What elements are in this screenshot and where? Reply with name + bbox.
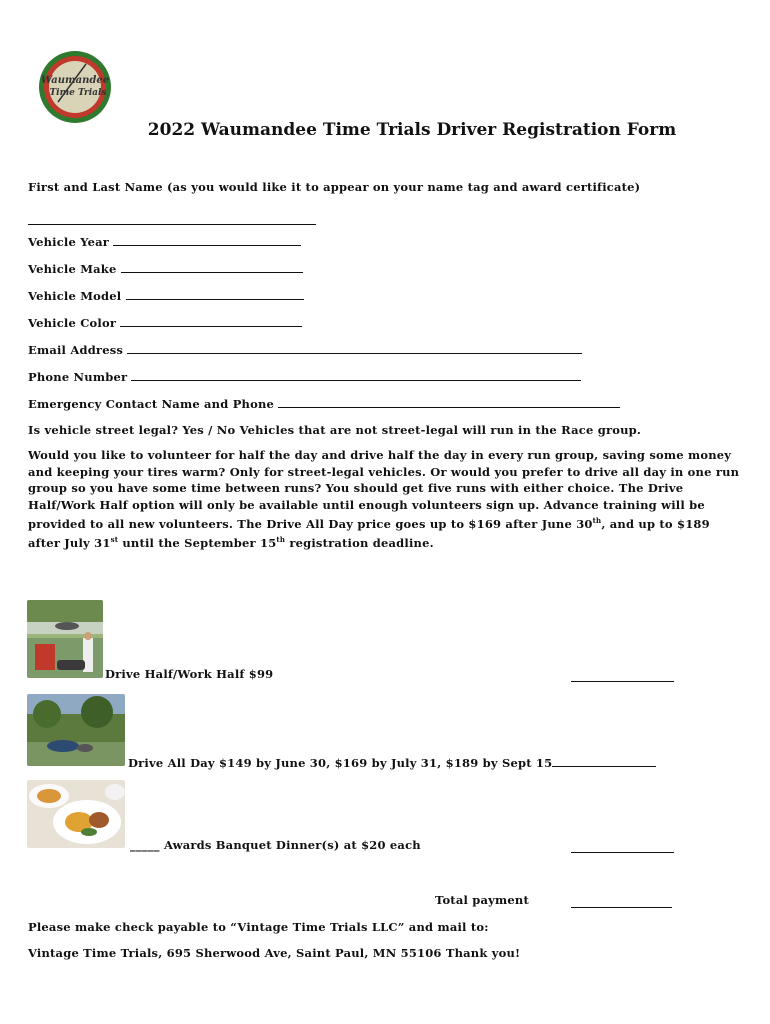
drive-half-photo	[27, 600, 103, 678]
banquet-row	[130, 838, 421, 852]
vehicle-model-label: Vehicle Model	[28, 289, 122, 303]
svg-text:Time Trials: Time Trials	[49, 88, 107, 98]
name-label: First and Last Name (as you would like it to appear on your name tag and award certificate)	[28, 180, 641, 194]
vehicle-make-label: Vehicle Make	[28, 262, 117, 276]
email-label: Email Address	[28, 343, 124, 357]
vehicle-make-field[interactable]	[121, 261, 303, 273]
drive-half-label: Drive Half/Work Half $99	[105, 667, 274, 681]
vehicle-model-field[interactable]	[126, 288, 304, 300]
vehicle-color-label: Vehicle Color	[28, 316, 117, 330]
vehicle-year-row	[28, 234, 301, 249]
vehicle-model-row	[28, 288, 304, 303]
banquet-photo	[27, 780, 125, 848]
email-field[interactable]	[127, 342, 582, 354]
drive-half-amount-field[interactable]	[571, 667, 674, 686]
vehicle-color-row	[28, 315, 302, 330]
waumandee-logo	[38, 50, 112, 124]
svg-text:Waumandee: Waumandee	[40, 75, 110, 86]
form-title: 2022 Waumandee Time Trials Driver Registration Form	[147, 120, 677, 140]
emergency-field[interactable]	[278, 396, 620, 408]
vehicle-year-field[interactable]	[113, 234, 301, 246]
info-paragraph: Would you like to volunteer for half the day and drive half the day in every run group, saving some money and keeping your tires warm? Only for street-legal vehicles. Or would you prefer to drive all day in one run group so you have some time between runs? You should get five runs with either choice. The Drive Half/Work Half option will only be available until enough volunteers sign up. Advance training will be provided to all new volunteers. The Drive All Day price goes up to $169 after June 30th, and up to $189 after July 31st until the September 15th registration deadline.	[28, 448, 740, 551]
banquet-count-field[interactable]: _____	[130, 838, 160, 852]
mail-instruction: Please make check payable to “Vintage Time Trials LLC” and mail to:	[28, 920, 489, 934]
vehicle-make-row	[28, 261, 303, 276]
mail-address: Vintage Time Trials, 695 Sherwood Ave, Saint Paul, MN 55106 Thank you!	[28, 946, 521, 960]
street-legal-note: Vehicles that are not street-legal will run in the Race group.	[239, 423, 642, 437]
emergency-label: Emergency Contact Name and Phone	[28, 397, 275, 411]
email-row	[28, 342, 582, 357]
street-legal-options[interactable]: Yes / No	[182, 423, 236, 437]
drive-all-day-photo	[27, 694, 125, 766]
total-payment-field[interactable]	[571, 893, 672, 912]
drive-all-day-row	[128, 755, 656, 770]
vehicle-year-label: Vehicle Year	[28, 235, 110, 249]
vehicle-color-field[interactable]	[120, 315, 302, 327]
emergency-row	[28, 396, 620, 411]
drive-all-day-label: Drive All Day $149 by June 30, $169 by July 31, $189 by Sept 15	[128, 756, 553, 770]
banquet-amount-field[interactable]	[571, 838, 674, 857]
phone-row	[28, 369, 581, 384]
drive-all-day-amount-field[interactable]	[552, 755, 656, 767]
street-legal-row	[28, 423, 641, 437]
phone-field[interactable]	[131, 369, 581, 381]
street-legal-question: Is vehicle street legal?	[28, 423, 179, 437]
banquet-label: Awards Banquet Dinner(s) at $20 each	[163, 838, 421, 852]
total-payment-label: Total payment	[435, 893, 529, 907]
name-field[interactable]	[28, 210, 316, 229]
phone-label: Phone Number	[28, 370, 128, 384]
